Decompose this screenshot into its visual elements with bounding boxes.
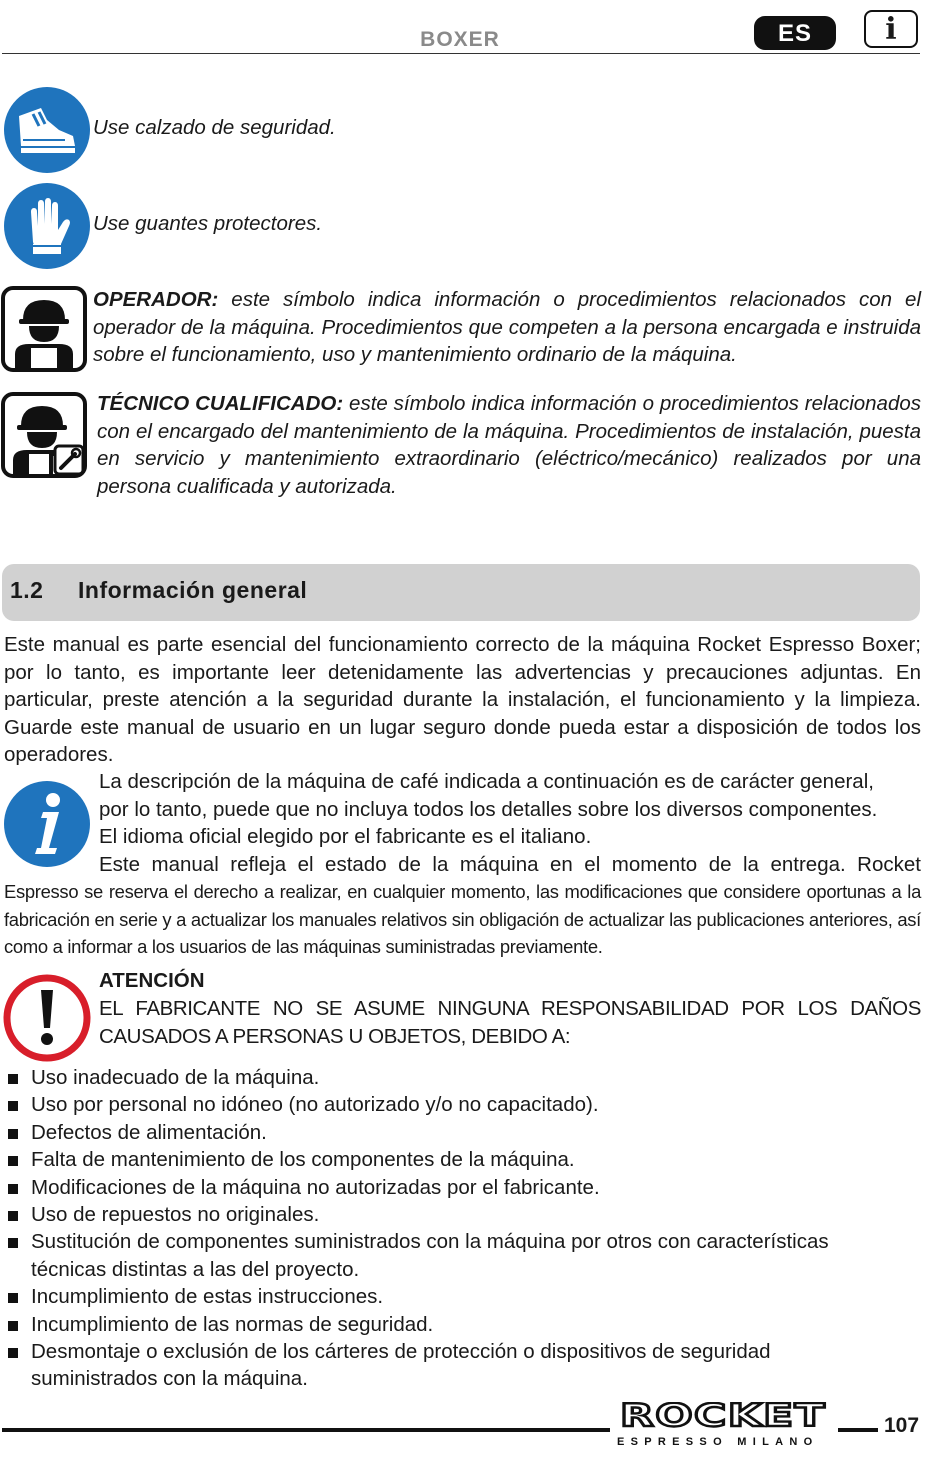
footer-rule-left (2, 1428, 610, 1432)
info-icon: i (885, 12, 897, 47)
list-item: Sustitución de componentes suministrados con la máquina por otros con características técnicas distintas a las del proyecto. (4, 1228, 894, 1283)
list-item: Uso por personal no idóneo (no autorizado y/o no capacitado). (4, 1091, 894, 1118)
language-badge: ES (754, 16, 836, 50)
information-icon (3, 780, 91, 873)
info-note-line: por lo tanto, puede que no incluya todos los detalles sobre los diversos componentes. (99, 797, 878, 821)
list-item: Defectos de alimentación. (4, 1119, 894, 1146)
info-note-line: Este manual refleja el estado de la máquina en el momento de la entrega. Rocket (99, 852, 921, 876)
section-number: 1.2 (10, 577, 44, 603)
list-item: Incumplimiento de las normas de seguridad. (4, 1311, 894, 1338)
operator-paragraph (93, 286, 921, 369)
logo-text: ROCKET (620, 1402, 826, 1428)
rocket-logo (617, 1402, 829, 1428)
intro-paragraph: Este manual es parte esencial del funcionamiento correcto de la máquina Rocket Espresso Boxer; por lo tanto, es importante leer detenidamente las advertencias y precauciones adjuntas. En particular, preste atención a la seguridad durante la instalación, el funcionamiento y la limpieza. Guarde este manual de usuario en un lugar seguro donde pueda estar a disposición de todos los operadores. (4, 633, 921, 766)
safety-shoes-icon (3, 86, 91, 179)
technician-label: TÉCNICO CUALIFICADO: (97, 392, 344, 415)
info-note-line: La descripción de la máquina de café indicada a continuación es de carácter general, (99, 770, 874, 793)
list-item: Desmontaje o exclusión de los cárteres de protección o dispositivos de seguridad suministrados con la máquina. (4, 1338, 894, 1393)
list-item: Uso de repuestos no originales. (4, 1201, 894, 1228)
info-note-line: El idioma oficial elegido por el fabricante es el italiano. (99, 825, 592, 848)
operator-text: este símbolo indica información o procedimientos relacionados con el operador de la máquina. Procedimientos que competen a la persona encargada e instruida sobre el funcionamiento, uso y mantenimiento ordinario de la máquina. (93, 288, 921, 366)
operator-icon (1, 286, 87, 377)
info-note-continuation: Espresso se reserva el derecho a realizar, en cualquier momento, las modificaciones que considere oportunas a la fabricación en serie y a actualizar los manuales relativos sin obligación de actualizar las publicaciones anteriores, así como a informar a los usuarios de las máquinas suministradas previamente. (4, 881, 921, 957)
liability-causes-list (4, 1064, 894, 1393)
technician-paragraph (97, 390, 921, 500)
technician-text: este símbolo indica información o procedimientos relacionados con el encargado del mantenimiento de la máquina. Procedimientos de instalación, puesta en servicio y mantenimiento extraordinario (eléctrico/mecánico) realizados por una persona cualificada y autorizada. (97, 392, 921, 498)
safety-shoes-text: Use calzado de seguridad. (93, 116, 336, 139)
document-title: BOXER (420, 28, 500, 51)
warning-exclamation-icon (3, 974, 91, 1067)
list-item: Falta de mantenimiento de los componentes de la máquina. (4, 1146, 894, 1173)
protective-gloves-text: Use guantes protectores. (93, 212, 323, 235)
info-badge (864, 10, 918, 48)
list-item: Incumplimiento de estas instrucciones. (4, 1283, 894, 1310)
section-title: Información general (78, 577, 308, 603)
info-note-block (99, 768, 921, 878)
header-divider (2, 53, 920, 54)
warning-title: ATENCIÓN (99, 969, 205, 992)
list-item: Uso inadecuado de la máquina. (4, 1064, 894, 1091)
footer-rule-right (838, 1428, 878, 1432)
warning-text: EL FABRICANTE NO SE ASUME NINGUNA RESPONSABILIDAD POR LOS DAÑOS CAUSADOS A PERSONAS U OBJETOS, DEBIDO A: (99, 997, 921, 1048)
protective-gloves-icon (3, 182, 91, 275)
logo-subtitle: ESPRESSO MILANO (617, 1436, 819, 1448)
list-item: Modificaciones de la máquina no autorizadas por el fabricante. (4, 1174, 894, 1201)
page-number: 107 (884, 1414, 920, 1437)
operator-label: OPERADOR: (93, 288, 219, 311)
qualified-technician-icon (1, 392, 87, 483)
